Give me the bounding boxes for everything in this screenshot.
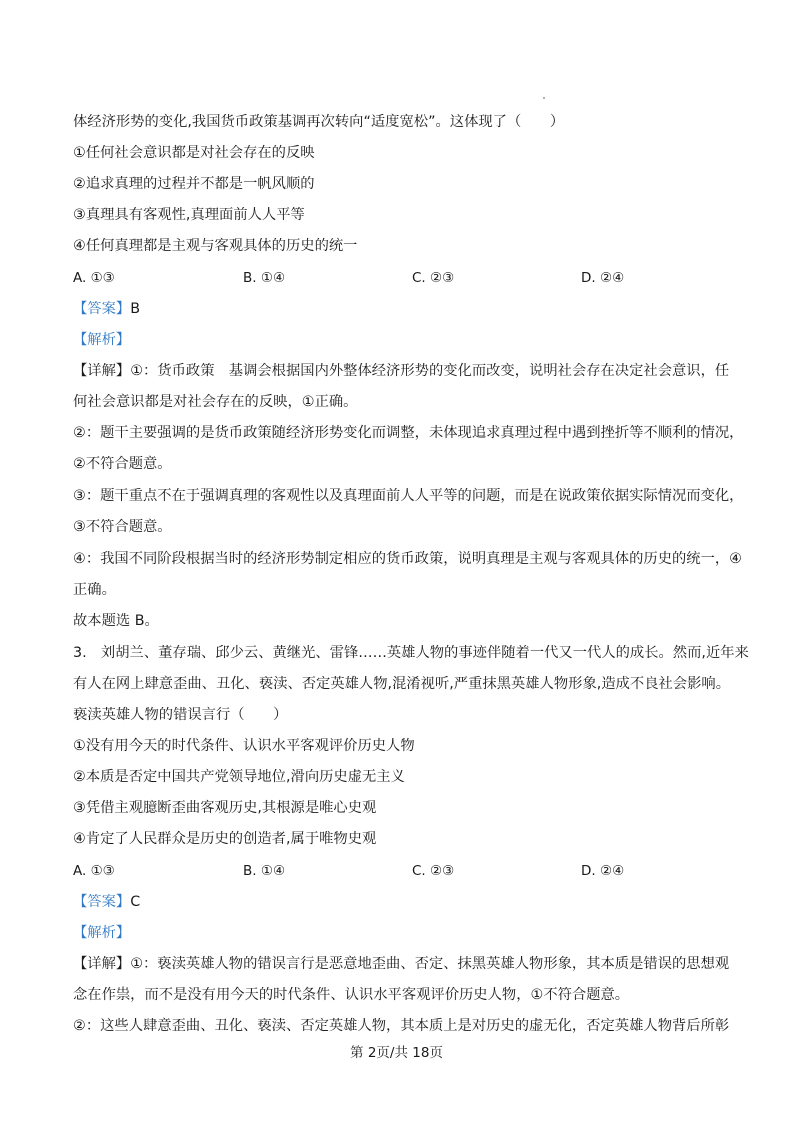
q3-answer-value: C [130, 894, 141, 910]
q2-option-c: C. ②③ [412, 270, 455, 286]
q2-answer-tag: 【答案】 [73, 301, 131, 317]
q3-detail-tag: 【详解】 [73, 956, 131, 972]
q3-stem-line-2: 有人在网上肆意歪曲、丑化、亵渎、否定英雄人物,混淆视听,严重抹黑英雄人物形象,造成不良社会影响。 [73, 676, 730, 692]
q3-item-4: ④肯定了人民群众是历史的创造者,属于唯物史观 [73, 831, 377, 847]
q2-analysis-tag: 【解析】 [73, 332, 131, 348]
q2-detail-line-5: ③：题干重点不在于强调真理的客观性以及真理面前人人平等的问题，而是在说政策依据实际情况而变化， [73, 488, 744, 504]
q2-option-d: D. ②④ [581, 270, 625, 286]
q2-detail-line-6: ③不符合题意。 [73, 519, 172, 535]
q3-option-b: B. ①④ [243, 863, 286, 879]
q3-stem-line-1: 3. 刘胡兰、董存瑞、邱少云、黄继光、雷锋……英雄人物的事迹伴随着一代又一代人的成长。然而,近年来 [73, 645, 749, 661]
q3-detail-line-1 [73, 954, 733, 974]
q3-item-3: ③凭借主观臆断歪曲客观历史,其根源是唯心史观 [73, 800, 377, 816]
q3-option-d: D. ②④ [581, 863, 625, 879]
q2-detail-line-1 [73, 361, 733, 381]
page-footer: 第 2页/共 18页 [350, 1045, 443, 1061]
q3-answer [73, 892, 733, 912]
q2-stem-tail: 体经济形势的变化,我国货币政策基调再次转向“适度宽松”。这体现了（ ） [73, 114, 565, 130]
q2-option-b: B. ①④ [243, 270, 286, 286]
q2-item-1: ①任何社会意识都是对社会存在的反映 [73, 145, 315, 161]
q2-detail-line-7: ④：我国不同阶段根据当时的经济形势制定相应的货币政策，说明真理是主观与客观具体的历史的统一，④ [73, 551, 742, 567]
q3-item-1: ①没有用今天的时代条件、认识水平客观评价历史人物 [73, 738, 415, 754]
q3-stem-line-3: 亵渎英雄人物的错误言行（ ） [73, 707, 288, 723]
q2-item-3: ③真理具有客观性,真理面前人人平等 [73, 207, 305, 223]
q2-detail-tag: 【详解】 [73, 363, 131, 379]
q2-detail-line-3: ②：题干主要强调的是货币政策随经济形势变化而调整，未体现追求真理过程中遇到挫折等不顺利的情况， [73, 425, 744, 441]
q3-analysis-tag: 【解析】 [73, 925, 131, 941]
q2-conclusion: 故本题选 B。 [73, 613, 159, 629]
q2-detail-line-4: ②不符合题意。 [73, 456, 172, 472]
q2-item-2: ②追求真理的过程并不都是一帆风顺的 [73, 176, 315, 192]
q2-detail-text-1: ①：货币政策 基调会根据国内外整体经济形势的变化而改变，说明社会存在决定社会意识，任 [130, 363, 730, 379]
q3-item-2: ②本质是否定中国共产党领导地位,滑向历史虚无主义 [73, 769, 405, 785]
q3-option-a: A. ①③ [73, 863, 115, 879]
q2-answer [73, 299, 733, 319]
q3-detail-text-1: ①：亵渎英雄人物的错误言行是恶意地歪曲、否定、抹黑英雄人物形象，其本质是错误的思想观 [130, 956, 730, 972]
q3-detail-line-2: 念在作祟，而不是没有用今天的时代条件、认识水平客观评价历史人物，①不符合题意。 [73, 987, 630, 1003]
scan-speck [543, 97, 545, 99]
q3-answer-tag: 【答案】 [73, 894, 131, 910]
q3-detail-line-3: ②：这些人肆意歪曲、丑化、亵渎、否定英雄人物，其本质上是对历史的虚无化，否定英雄人物背后所彰 [73, 1018, 730, 1034]
q2-item-4: ④任何真理都是主观与客观具体的历史的统一 [73, 238, 358, 254]
q3-option-c: C. ②③ [412, 863, 455, 879]
q2-detail-line-2: 何社会意识都是对社会存在的反映，①正确。 [73, 394, 358, 410]
q2-detail-line-8: 正确。 [73, 582, 116, 598]
q2-answer-value: B [130, 301, 140, 317]
q2-option-a: A. ①③ [73, 270, 115, 286]
